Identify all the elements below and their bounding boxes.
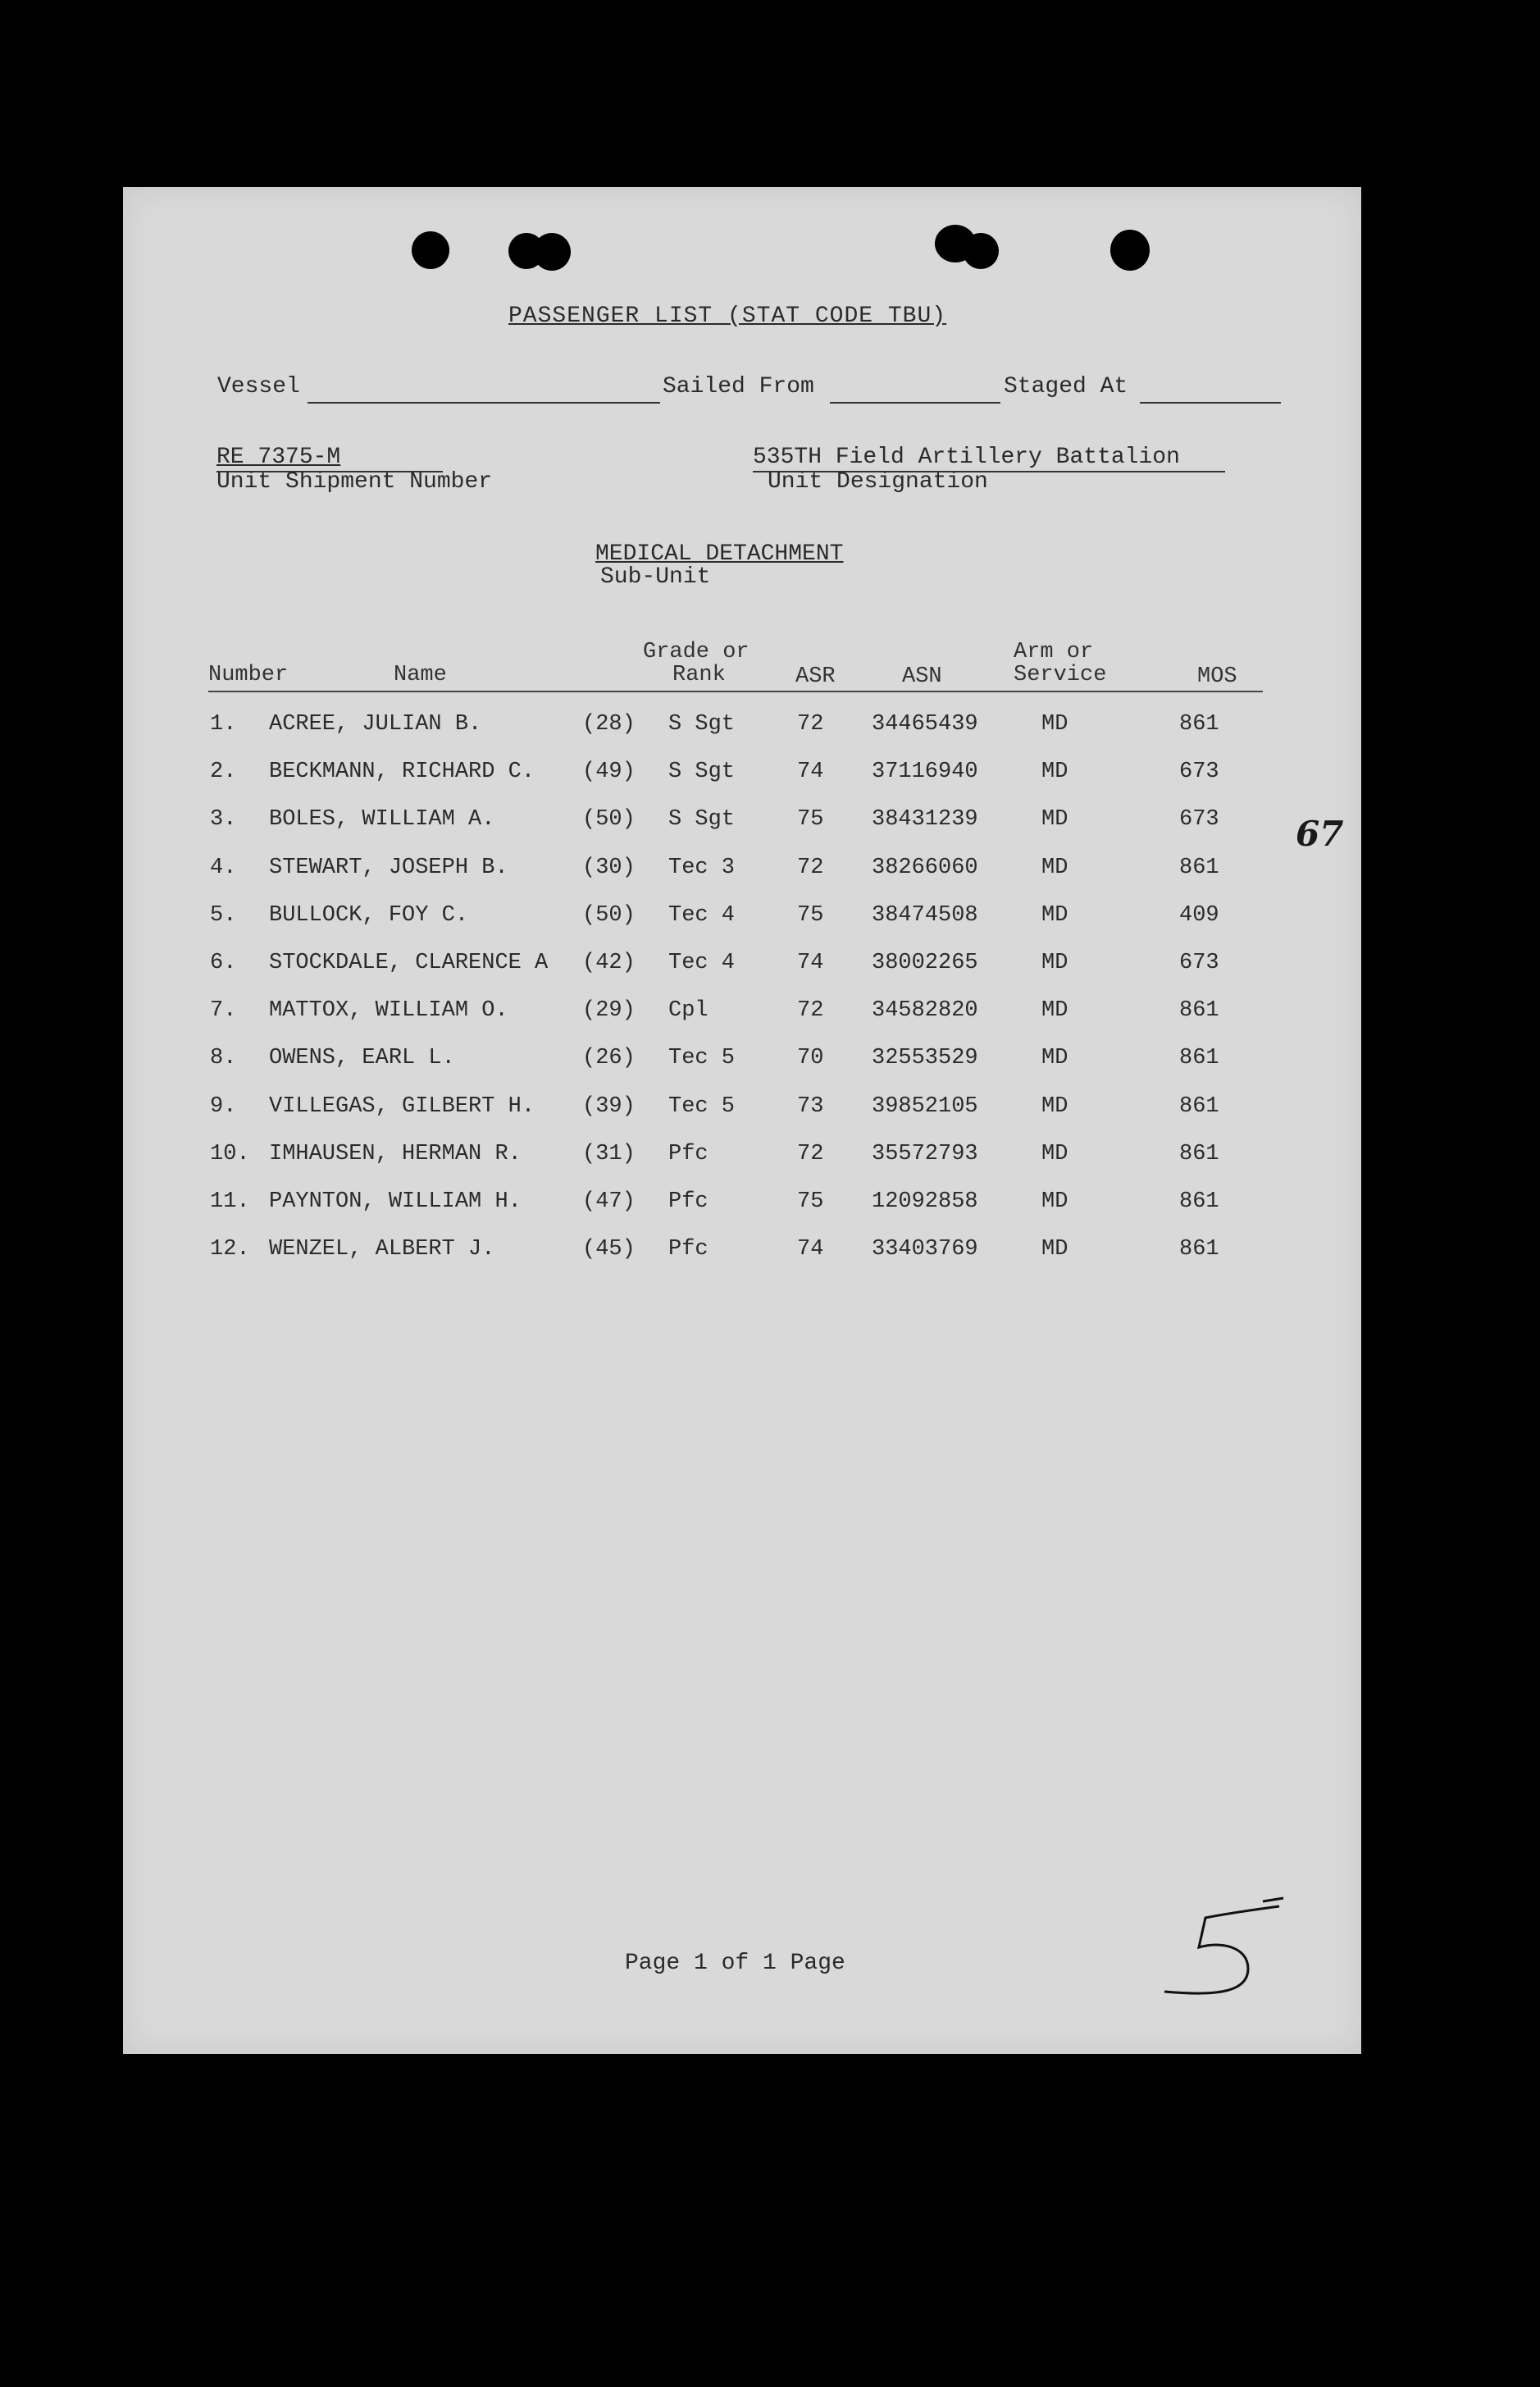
cell-num: 9. xyxy=(210,1093,237,1119)
cell-grade: Pfc xyxy=(668,1141,708,1166)
cell-asn: 34582820 xyxy=(872,998,978,1024)
col-grade-line2: Rank xyxy=(672,663,726,687)
cell-mos: 861 xyxy=(1179,1189,1219,1214)
col-number: Number xyxy=(208,663,289,687)
unit-designation: 535TH Field Artillery Battalion xyxy=(753,445,1180,470)
sailed-from-label: Sailed From xyxy=(663,374,814,399)
cell-age: (30) xyxy=(582,855,636,880)
table-row xyxy=(123,903,1361,936)
cell-arm: MD xyxy=(1041,855,1068,880)
cell-num: 10. xyxy=(210,1141,250,1166)
col-grade-line1: Grade or xyxy=(643,640,749,664)
cell-num: 2. xyxy=(210,760,237,785)
table-row xyxy=(123,1046,1361,1079)
cell-asn: 38431239 xyxy=(872,807,978,833)
col-name: Name xyxy=(394,663,447,687)
cell-mos: 861 xyxy=(1179,998,1219,1024)
cell-num: 6. xyxy=(210,951,237,975)
cell-age: (47) xyxy=(582,1189,636,1214)
punch-hole-5 xyxy=(963,233,999,269)
cell-name: BULLOCK, FOY C. xyxy=(269,902,469,928)
cell-name: MATTOX, WILLIAM O. xyxy=(269,998,508,1024)
cell-name: STEWART, JOSEPH B. xyxy=(269,855,508,880)
cell-name: IMHAUSEN, HERMAN R. xyxy=(269,1141,522,1166)
col-arm-line1: Arm or xyxy=(1014,640,1094,664)
col-mos: MOS xyxy=(1197,664,1237,689)
col-asr: ASR xyxy=(795,664,836,689)
table-row xyxy=(123,760,1361,792)
cell-grade: Tec 3 xyxy=(668,855,736,880)
cell-asr: 72 xyxy=(797,712,824,737)
cell-age: (28) xyxy=(582,712,636,737)
cell-name: WENZEL, ALBERT J. xyxy=(269,1237,495,1262)
cell-arm: MD xyxy=(1041,1093,1068,1119)
cell-num: 12. xyxy=(210,1237,250,1262)
cell-asr: 75 xyxy=(797,902,824,928)
cell-name: STOCKDALE, CLARENCE A xyxy=(269,951,549,975)
cell-asn: 35572793 xyxy=(872,1141,978,1166)
cell-name: ACREE, JULIAN B. xyxy=(269,712,482,737)
handwritten-page-number xyxy=(1140,1890,1304,2005)
cell-asn: 37116940 xyxy=(872,760,978,785)
table-row xyxy=(123,1237,1361,1270)
cell-name: VILLEGAS, GILBERT H. xyxy=(269,1093,535,1119)
punch-hole-3 xyxy=(533,233,571,271)
col-asn: ASN xyxy=(902,664,942,689)
cell-age: (50) xyxy=(582,807,636,833)
cell-asr: 75 xyxy=(797,1189,824,1214)
cell-asn: 34465439 xyxy=(872,712,978,737)
cell-mos: 861 xyxy=(1179,1141,1219,1166)
cell-grade: Tec 4 xyxy=(668,902,736,928)
table-row xyxy=(123,1094,1361,1127)
cell-asr: 72 xyxy=(797,998,824,1024)
cell-num: 8. xyxy=(210,1046,237,1071)
cell-mos: 861 xyxy=(1179,1237,1219,1262)
sub-unit-label: Sub-Unit xyxy=(600,564,711,590)
cell-mos: 861 xyxy=(1179,1046,1219,1071)
cell-asn: 38474508 xyxy=(872,902,978,928)
cell-asn: 33403769 xyxy=(872,1237,978,1262)
table-row xyxy=(123,712,1361,745)
cell-asn: 32553529 xyxy=(872,1046,978,1071)
cell-num: 7. xyxy=(210,998,237,1024)
col-arm-line2: Service xyxy=(1014,663,1107,687)
cell-grade: S Sgt xyxy=(668,760,736,785)
cell-num: 4. xyxy=(210,855,237,880)
vessel-label: Vessel xyxy=(217,374,300,399)
cell-asn: 12092858 xyxy=(872,1189,978,1214)
cell-asr: 70 xyxy=(797,1046,824,1071)
cell-age: (42) xyxy=(582,951,636,975)
cell-grade: Pfc xyxy=(668,1189,708,1214)
cell-grade: Tec 5 xyxy=(668,1093,736,1119)
cell-arm: MD xyxy=(1041,760,1068,785)
cell-grade: Pfc xyxy=(668,1237,708,1262)
cell-name: BOLES, WILLIAM A. xyxy=(269,807,495,833)
cell-age: (26) xyxy=(582,1046,636,1071)
staged-at-field xyxy=(1140,402,1281,404)
cell-arm: MD xyxy=(1041,712,1068,737)
cell-asn: 38266060 xyxy=(872,855,978,880)
cell-asr: 73 xyxy=(797,1093,824,1119)
page-count: Page 1 of 1 Page xyxy=(625,1951,845,1976)
cell-asr: 74 xyxy=(797,760,824,785)
punch-hole-6 xyxy=(1110,230,1150,271)
cell-arm: MD xyxy=(1041,1189,1068,1214)
cell-mos: 861 xyxy=(1179,1093,1219,1119)
cell-asr: 72 xyxy=(797,855,824,880)
unit-designation-label: Unit Designation xyxy=(768,469,988,495)
cell-age: (50) xyxy=(582,902,636,928)
cell-age: (39) xyxy=(582,1093,636,1119)
cell-asn: 39852105 xyxy=(872,1093,978,1119)
shipment-number-label: Unit Shipment Number xyxy=(216,469,493,495)
table-row xyxy=(123,1142,1361,1175)
cell-num: 1. xyxy=(210,712,237,737)
cell-grade: Tec 5 xyxy=(668,1046,736,1071)
cell-arm: MD xyxy=(1041,1141,1068,1166)
cell-grade: Tec 4 xyxy=(668,951,736,975)
cell-age: (29) xyxy=(582,998,636,1024)
sailed-from-field xyxy=(830,402,1000,404)
cell-age: (45) xyxy=(582,1237,636,1262)
cell-grade: S Sgt xyxy=(668,712,736,737)
cell-mos: 861 xyxy=(1179,855,1219,880)
table-row xyxy=(123,807,1361,840)
cell-asr: 72 xyxy=(797,1141,824,1166)
cell-name: BECKMANN, RICHARD C. xyxy=(269,760,535,785)
cell-mos: 673 xyxy=(1179,951,1219,975)
cell-asr: 74 xyxy=(797,951,824,975)
cell-mos: 673 xyxy=(1179,807,1219,833)
cell-arm: MD xyxy=(1041,951,1068,975)
staged-at-label: Staged At xyxy=(1004,374,1128,399)
cell-name: PAYNTON, WILLIAM H. xyxy=(269,1189,522,1214)
table-row xyxy=(123,856,1361,888)
cell-arm: MD xyxy=(1041,807,1068,833)
cell-arm: MD xyxy=(1041,1237,1068,1262)
header-rule xyxy=(208,691,1263,692)
cell-mos: 861 xyxy=(1179,712,1219,737)
shipment-number: RE 7375-M xyxy=(216,445,341,470)
cell-grade: S Sgt xyxy=(668,807,736,833)
cell-arm: MD xyxy=(1041,998,1068,1024)
cell-asr: 75 xyxy=(797,807,824,833)
table-row xyxy=(123,998,1361,1031)
cell-age: (49) xyxy=(582,760,636,785)
table-row xyxy=(123,951,1361,984)
cell-arm: MD xyxy=(1041,902,1068,928)
sub-unit: MEDICAL DETACHMENT xyxy=(595,541,844,567)
cell-arm: MD xyxy=(1041,1046,1068,1071)
cell-mos: 673 xyxy=(1179,760,1219,785)
cell-asn: 38002265 xyxy=(872,951,978,975)
vessel-field xyxy=(308,402,660,404)
table-row xyxy=(123,1189,1361,1222)
cell-num: 3. xyxy=(210,807,237,833)
cell-num: 5. xyxy=(210,902,237,928)
cell-name: OWENS, EARL L. xyxy=(269,1046,455,1071)
cell-mos: 409 xyxy=(1179,902,1219,928)
cell-grade: Cpl xyxy=(668,998,708,1024)
page-title: PASSENGER LIST (STAT CODE TBU) xyxy=(508,304,947,329)
cell-asr: 74 xyxy=(797,1237,824,1262)
passenger-list-sheet xyxy=(123,187,1361,2054)
punch-hole-1 xyxy=(412,231,449,269)
margin-number: 67 xyxy=(1296,814,1344,854)
cell-num: 11. xyxy=(210,1189,250,1214)
cell-age: (31) xyxy=(582,1141,636,1166)
